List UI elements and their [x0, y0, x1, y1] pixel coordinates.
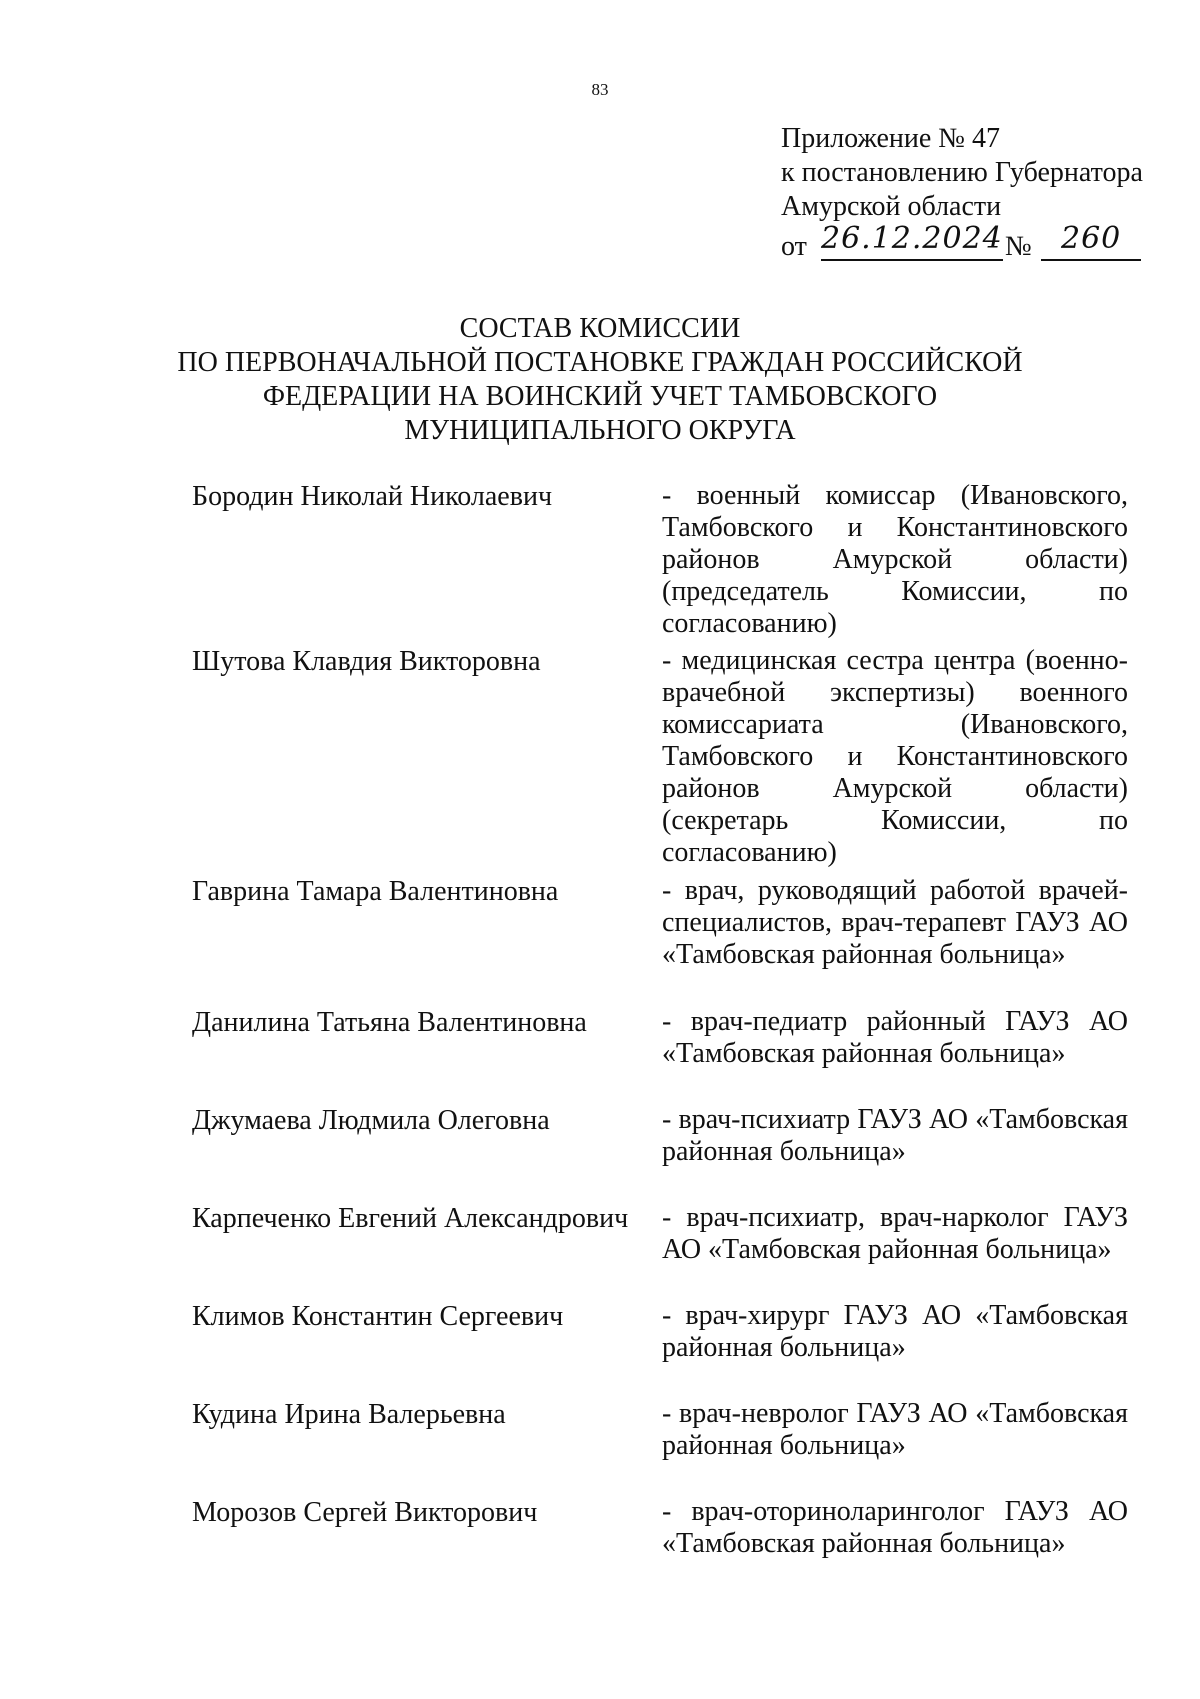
member-name: Карпеченко Евгений Александрович	[192, 1203, 629, 1234]
member-name: Морозов Сергей Викторович	[192, 1497, 538, 1528]
member-role: - врач-педиатр районный ГАУЗ АО «Тамбовская районная больница»	[662, 1006, 1128, 1069]
member-role: - врач-оториноларинголог ГАУЗ АО «Тамбовская районная больница»	[662, 1496, 1128, 1559]
annex-title: Приложение № 47	[781, 123, 1000, 154]
member-name: Гаврина Тамара Валентиновна	[192, 876, 559, 907]
annex-reference: к постановлению Губернатора	[781, 157, 1143, 188]
member-name: Кудина Ирина Валерьевна	[192, 1399, 506, 1430]
handwritten-number: 260	[1061, 221, 1122, 256]
annex-block	[781, 122, 1143, 264]
member-role: - медицинская сестра центра (военно-врачебной экспертизы) военного комиссариата (Ивановского, Тамбовского и Константиновского районов Амурской области) (секретарь Комиссии, по согласованию)	[662, 645, 1128, 868]
handwritten-date: 26.12.2024	[821, 221, 1003, 256]
number-underline	[1041, 259, 1141, 261]
member-row	[192, 1398, 1132, 1496]
member-role: - врач-психиатр, врач-нарколог ГАУЗ АО «Тамбовская районная больница»	[662, 1202, 1128, 1265]
member-row	[192, 480, 1132, 645]
member-row	[192, 1300, 1132, 1398]
page-number: 83	[591, 80, 609, 99]
commission-members-list	[192, 480, 1132, 1594]
title-line: ФЕДЕРАЦИИ НА ВОИНСКИЙ УЧЕТ ТАМБОВСКОГО	[262, 381, 938, 412]
date-underline	[821, 259, 1003, 261]
title-line: СОСТАВ КОМИССИИ	[459, 313, 741, 344]
member-role: - врач-хирург ГАУЗ АО «Тамбовская районная больница»	[662, 1300, 1128, 1363]
number-label: №	[1005, 231, 1032, 262]
title-line: ПО ПЕРВОНАЧАЛЬНОЙ ПОСТАНОВКЕ ГРАЖДАН РОССИЙСКОЙ	[177, 347, 1023, 378]
document-title	[0, 312, 1200, 448]
member-role: - военный комиссар (Ивановского, Тамбовского и Константиновского районов Амурской области) (председатель Комиссии, по согласованию)	[662, 480, 1128, 639]
annex-date-number-line	[781, 221, 1143, 264]
annex-region: Амурской области	[781, 191, 1002, 222]
member-name: Климов Константин Сергеевич	[192, 1301, 564, 1332]
member-role: - врач-психиатр ГАУЗ АО «Тамбовская районная больница»	[662, 1104, 1128, 1167]
member-row	[192, 1496, 1132, 1594]
title-line: МУНИЦИПАЛЬНОГО ОКРУГА	[404, 415, 796, 446]
member-row	[192, 1006, 1132, 1104]
member-name: Данилина Татьяна Валентиновна	[192, 1007, 587, 1038]
member-row	[192, 875, 1132, 1006]
member-role: - врач, руководящий работой врачей-специалистов, врач-терапевт ГАУЗ АО «Тамбовская районная больница»	[662, 875, 1128, 970]
member-row	[192, 1104, 1132, 1202]
member-name: Шутова Клавдия Викторовна	[192, 646, 541, 677]
member-row	[192, 1202, 1132, 1300]
member-name: Джумаева Людмила Олеговна	[192, 1105, 550, 1136]
member-name: Бородин Николай Николаевич	[192, 481, 553, 512]
member-row	[192, 645, 1132, 875]
member-role: - врач-невролог ГАУЗ АО «Тамбовская районная больница»	[662, 1398, 1128, 1461]
from-label: от	[781, 231, 807, 262]
